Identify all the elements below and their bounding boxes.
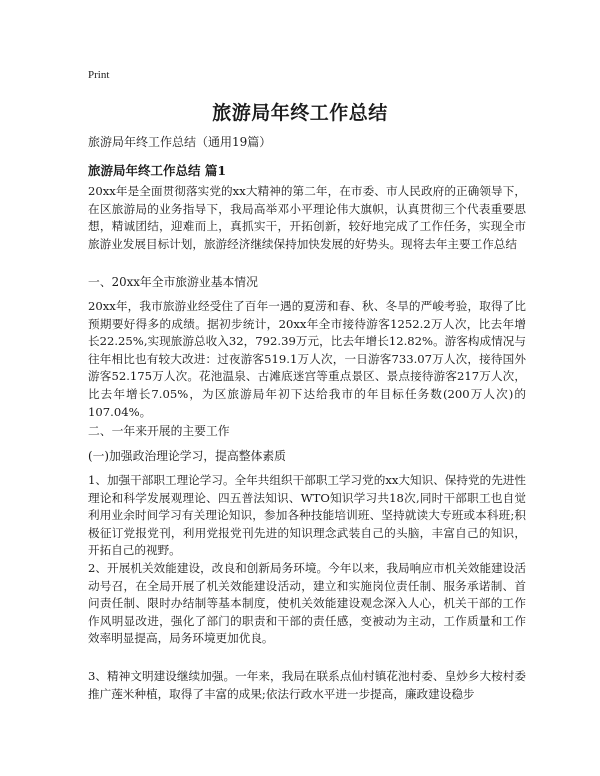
item-three-paragraph: 3、精神文明建设继续加强。一年来，我局在联系点仙村镇花池村委、皇炒乡大桉村委推广莲米种植，取得了丰富的成果;依法行政水平进一步提高，廉政建设稳步: [88, 669, 526, 701]
item-one-paragraph: 1、加强干部职工理论学习。全年共组织干部职工学习党的xx大知识、保持党的先进性理论和科学发展观理论、四五普法知识、WTO知识学习共18次,同时干部职工也自觉利用业余时间学习有关理论知识，参加各种技能培训班、坚持就读大专班或本科班;积极征订党报党刊，利用党报党刊先进的知识理念武装自己的头脑，丰富自己的知识，开拓自己的视野。: [88, 473, 526, 558]
document-title: 旅游局年终工作总结: [212, 102, 388, 124]
section-title: 旅游局年终工作总结 篇1: [88, 163, 227, 178]
print-label: Print: [88, 69, 110, 81]
subheading-political-study: (一)加强政治理论学习，提高整体素质: [88, 449, 286, 463]
intro-paragraph: 20xx年是全面贯彻落实党的xx大精神的第二年，在市委、市人民政府的正确领导下，在区旅游局的业务指导下，我局高举邓小平理论伟大旗帜，认真贯彻三个代表重要思想，精诚团结，迎难而上，真抓实干，开拓创新，较好地完成了工作任务，实现全市旅游业发展目标计划，旅游经济继续保持加快发展的好势头。现将去年主要工作总结: [88, 184, 526, 251]
heading-main-work: 二、一年来开展的主要工作: [88, 424, 230, 438]
heading-basic-situation: 一、20xx年全市旅游业基本情况: [88, 275, 258, 289]
document-subtitle: 旅游局年终工作总结（通用19篇）: [88, 135, 272, 149]
basic-situation-paragraph: 20xx年，我市旅游业经受住了百年一遇的夏涝和春、秋、冬旱的严峻考验，取得了比预期要好得多的成绩。据初步统计，20xx年全市接待游客1252.2万人次，比去年增长22.25%,实现旅游总收入32，792.39万元，比去年增长12.82%。游客构成情况与往年相比也有较大改进：过夜游客519.1万人次，一日游客733.07万人次，接待国外游客52.175万人次。花池温泉、古滩底迷宫等重点景区、景点接待游客217万人次，比去年增长7.05%，为区旅游局年初下达给我市的年目标任务数(200万人次)的107.04%。: [88, 299, 526, 419]
item-two-paragraph: 2、开展机关效能建设，改良和创新局务环境。今年以来，我局响应市机关效能建设活动号召，在全局开展了机关效能建设活动，建立和实施岗位责任制、服务承诺制、首问责任制、限时办结制等基本制度，使机关效能建设观念深入人心，机关干部的工作作风明显改进，强化了部门的职责和干部的责任感，变被动为主动，工作质量和工作效率明显提高，局务环境更加优良。: [88, 561, 526, 646]
